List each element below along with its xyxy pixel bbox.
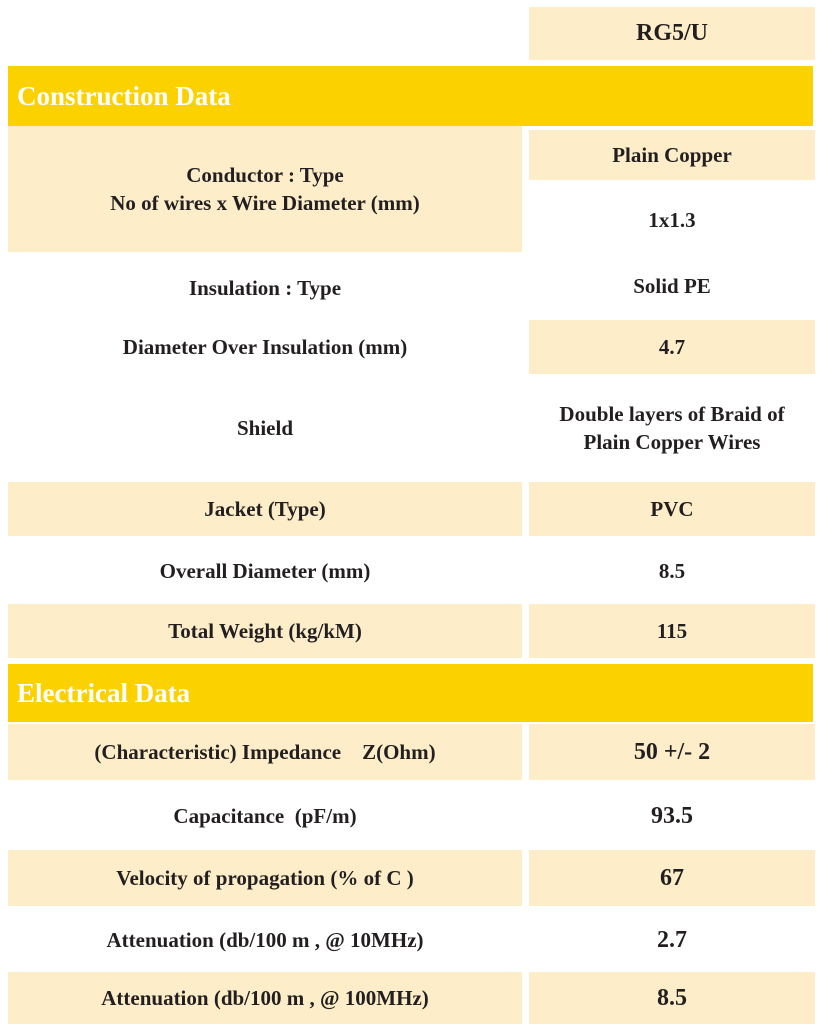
shield-value-line2: Plain Copper Wires bbox=[583, 430, 761, 454]
electrical-section-header bbox=[8, 664, 813, 722]
shield-value bbox=[529, 382, 815, 474]
diameter-over-insulation-value: 4.7 bbox=[529, 320, 815, 374]
total-weight-value: 115 bbox=[529, 604, 815, 658]
velocity-value: 67 bbox=[529, 850, 815, 906]
conductor-label bbox=[8, 126, 522, 252]
conductor-wires-label: No of wires x Wire Diameter (mm) bbox=[110, 191, 420, 215]
velocity-label: Velocity of propagation (% of C ) bbox=[8, 850, 522, 906]
jacket-type-label: Jacket (Type) bbox=[8, 482, 522, 536]
total-weight-label: Total Weight (kg/kM) bbox=[8, 604, 522, 658]
construction-section-header bbox=[8, 66, 813, 126]
capacitance-label: Capacitance (pF/m) bbox=[173, 803, 357, 828]
insulation-type-value: Solid PE bbox=[633, 273, 711, 298]
product-name-header: RG5/U bbox=[529, 7, 815, 60]
conductor-type-label: Conductor : Type bbox=[186, 162, 344, 187]
conductor-type-value: Plain Copper bbox=[529, 130, 815, 180]
shield-label: Shield bbox=[236, 415, 294, 440]
overall-diameter-label: Overall Diameter (mm) bbox=[159, 558, 371, 583]
electrical-section-title: Electrical Data bbox=[17, 677, 191, 708]
capacitance-value: 93.5 bbox=[651, 802, 693, 829]
jacket-type-value: PVC bbox=[529, 482, 815, 536]
impedance-value: 50 +/- 2 bbox=[529, 724, 815, 780]
impedance-label: (Characteristic) Impedance Z(Ohm) bbox=[8, 724, 522, 780]
conductor-wires-value: 1x1.3 bbox=[648, 207, 696, 232]
shield-value-line1: Double layers of Braid of bbox=[559, 401, 785, 426]
attenuation-100mhz-value: 8.5 bbox=[529, 972, 815, 1024]
overall-diameter-value: 8.5 bbox=[658, 558, 686, 583]
insulation-type-label: Insulation : Type bbox=[188, 275, 342, 300]
diameter-over-insulation-label: Diameter Over Insulation (mm) bbox=[122, 334, 408, 359]
attenuation-10mhz-value: 2.7 bbox=[657, 926, 687, 953]
construction-section-title: Construction Data bbox=[17, 80, 231, 111]
attenuation-10mhz-label: Attenuation (db/100 m , @ 10MHz) bbox=[106, 927, 424, 952]
attenuation-100mhz-label: Attenuation (db/100 m , @ 100MHz) bbox=[8, 972, 522, 1024]
